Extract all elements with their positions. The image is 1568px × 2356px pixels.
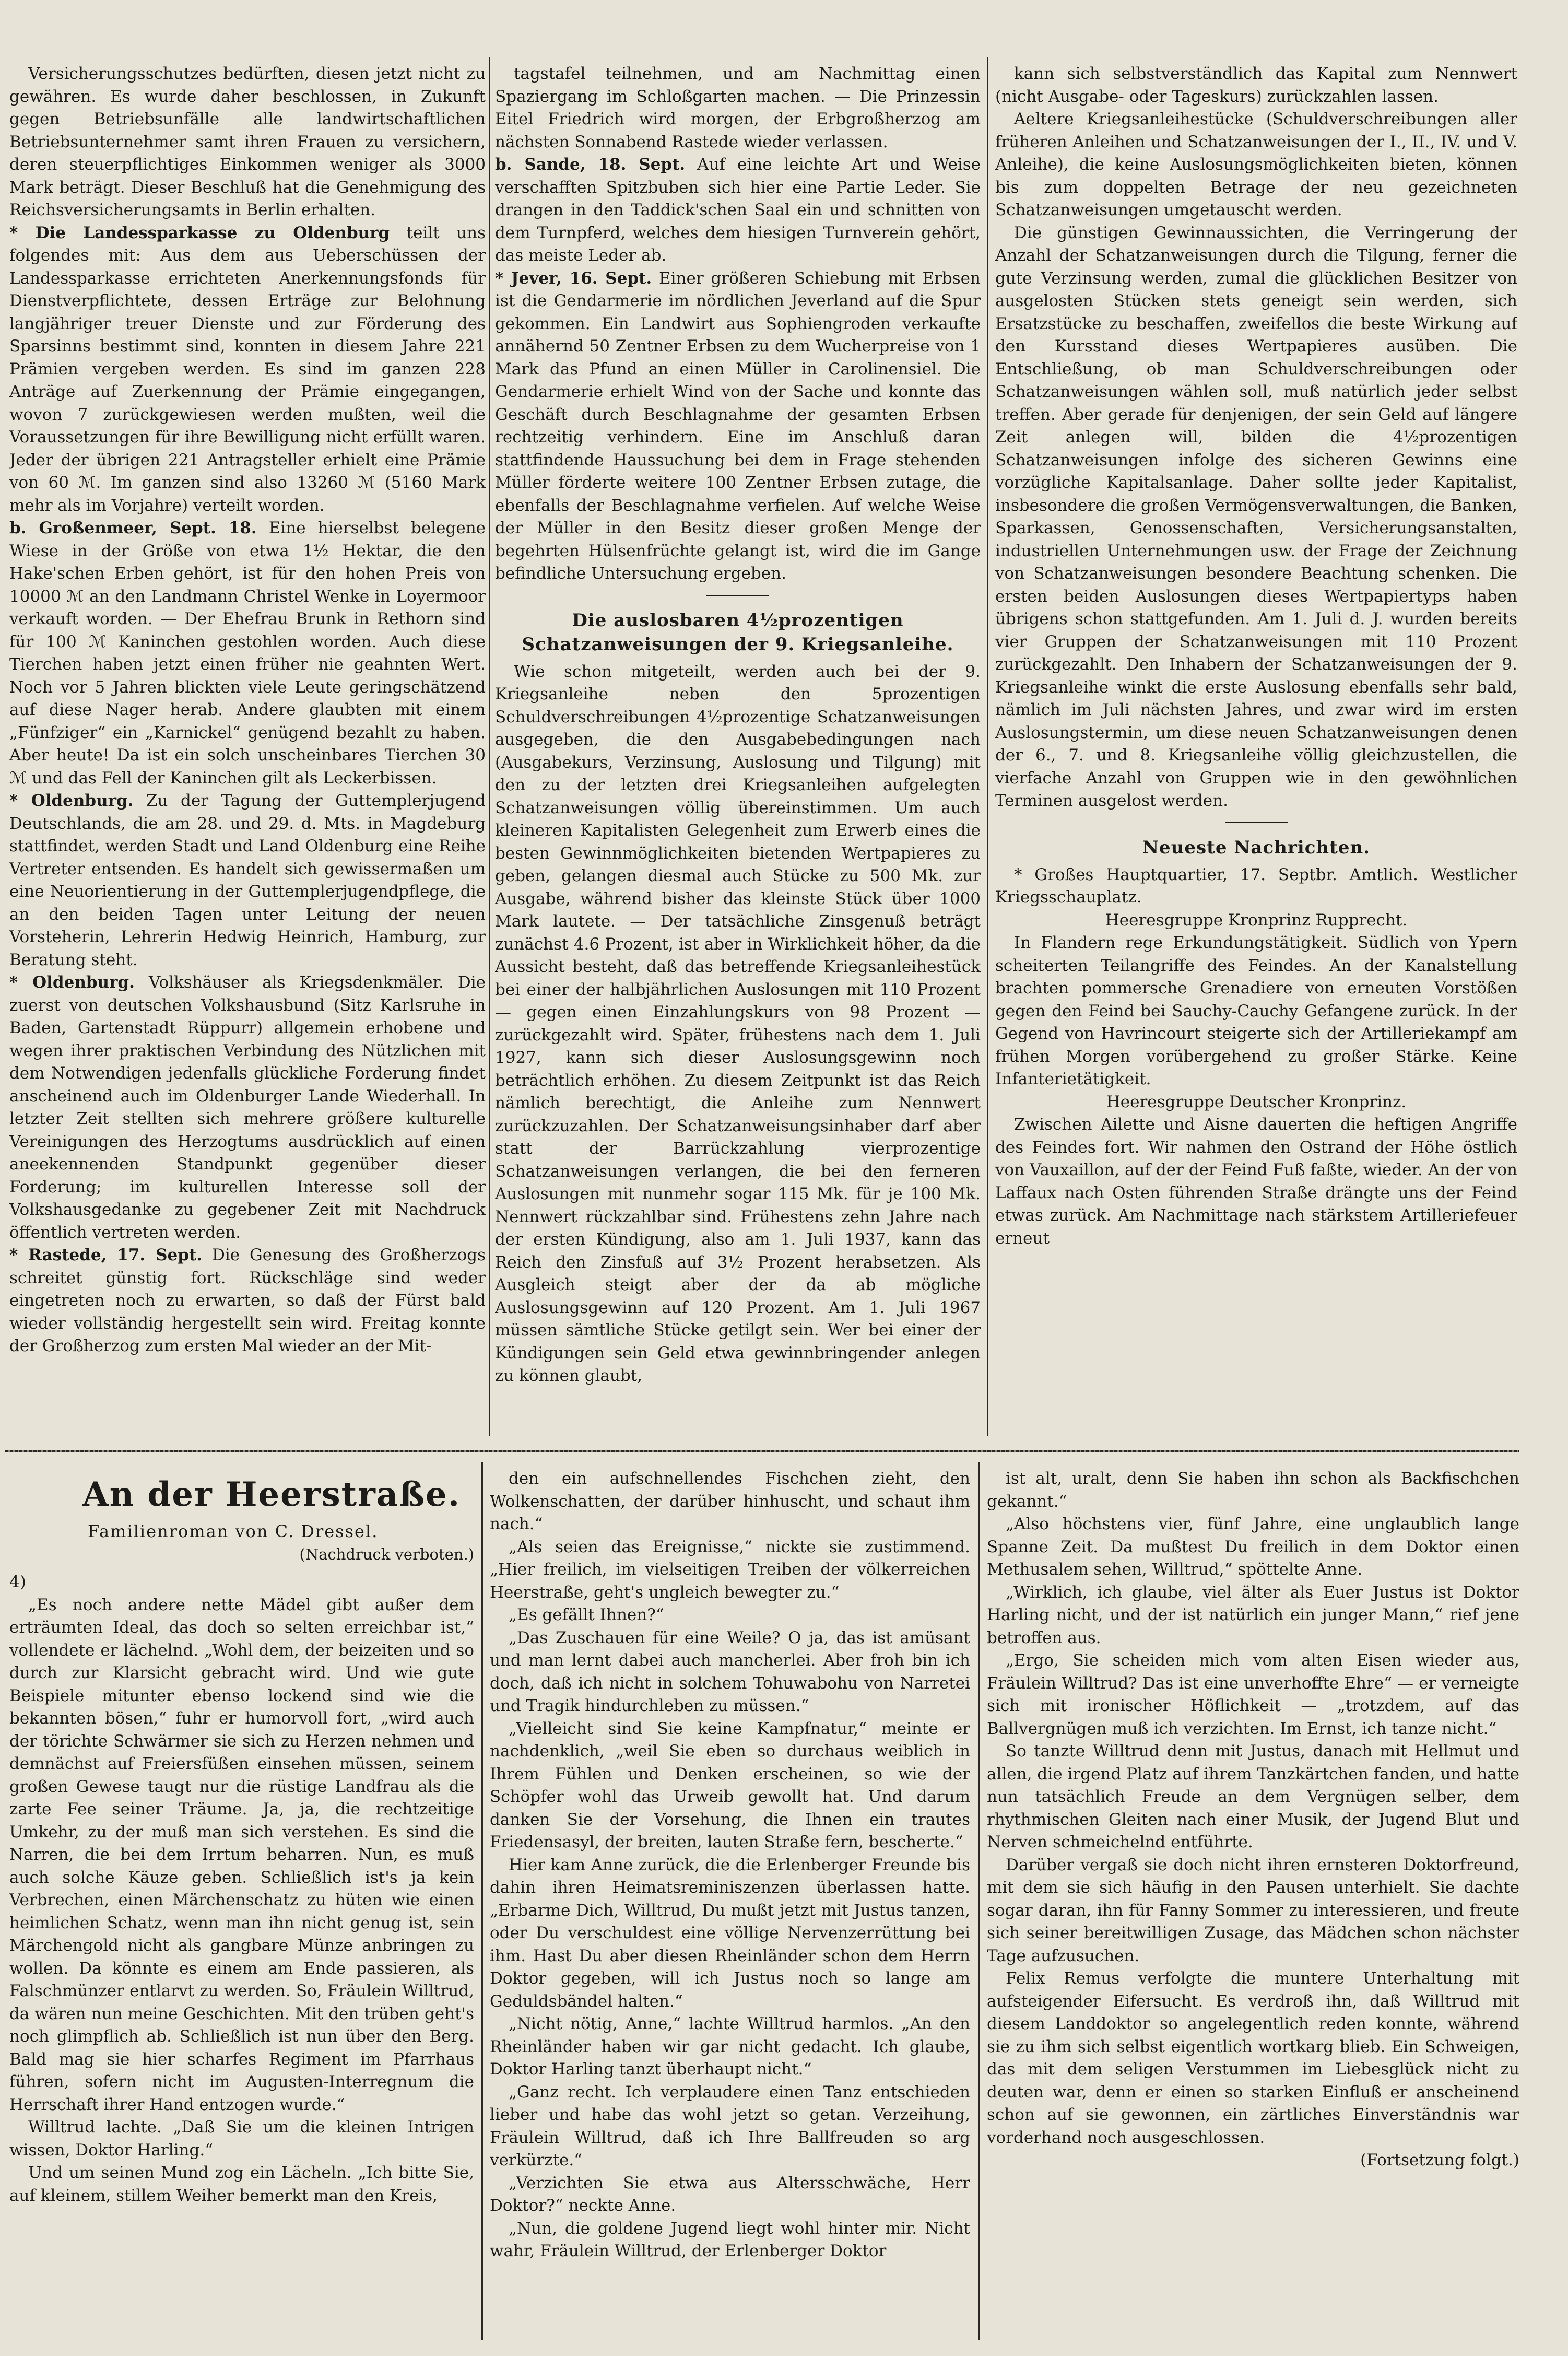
story-byline: Familienroman von C. Dressel. <box>88 1521 379 1541</box>
dateline: * Oldenburg. <box>9 791 134 810</box>
column-divider <box>481 1462 483 2340</box>
paragraph: „Nun, die goldene Jugend liegt wohl hinter mir. Nicht wahr, Fräulein Willtrud, der Erlenberger Doktor <box>490 2219 970 2260</box>
paragraph-text: Versicherungsschutzes bedürften, diesen jetzt nicht zu gewähren. Es wurde daher beschlossen, in Zukunft gegen Betriebsunfälle alle landwirtschaftlichen Betriebsunternehmer samt ihren Frauen zu versichern, deren steuerpflichtiges Einkommen weniger als 3000 Mark beträgt. Dieser Beschluß hat die Genehmigung des Reichsversicherungsamts in Berlin erhalten. <box>9 64 486 219</box>
paragraph <box>9 1244 486 1358</box>
news-column-3 <box>995 63 1517 1436</box>
paragraph <box>995 108 1517 222</box>
paragraph: „Nicht nötig, Anne,“ lachte Willtrud harmlos. „An den Rheinländer haben wir gar nicht gedacht. Ich glaube, Doktor Harling tanzt überhaupt nicht.“ <box>490 2014 970 2079</box>
feuilleton-column-1 <box>9 1469 474 2336</box>
paragraph <box>995 222 1517 813</box>
paragraph: Felix Remus verfolgte die muntere Unterhaltung mit aufsteigender Eifersucht. Es verdroß ihn, daß Willtrud mit diesem Landdoktor so angelegentlich reden konnte, während sie zu ihm sich selbst eigentlich wortkarg blieb. Ein Schweigen, das mit dem seligen Verstummen im Liebesglück nicht zu deuten war, denn er einen so starken Einfluß er anscheinend schon auf sie gewonnen, ein zärtliches Einverständnis war vorderhand noch ausgeschlossen. <box>987 1969 1519 2147</box>
column-divider <box>987 57 988 1436</box>
feuilleton-text <box>9 1594 474 2208</box>
paragraph: „Es gefällt Ihnen?“ <box>509 1605 664 1624</box>
paragraph: Darüber vergaß sie doch nicht ihren ernsteren Doktorfreund, mit dem sie sich häufig in den Pausen unterhielt. Sie dachte sogar daran, ihn für Fanny Sommer zu interessieren, und freute sich seiner bereitwilligen Zusage, das Mädchen schon nächster Tage aufzusuchen. <box>987 1855 1519 1965</box>
paragraph-text: Eine hierselbst belegene Wiese in der Größe von etwa 1½ Hektar, die den Hake'schen Erben gehört, ist für den hohen Preis von 10000 ℳ an den Landmann Christel Wenke in Loyermoor verkauft worden. — Der Ehefrau Brunk in Rethorn sind für 100 ℳ Kaninchen gestohlen worden. Auch diese Tierchen haben jetzt einen früher nie geahnten Wert. Noch vor 5 Jahren blickten viele Leute geringschätzend auf diese Nager herab. Andere glaubten mit einem „Fünfziger“ ein „Karnickel“ genügend bezahlt zu haben. Aber heute! Da ist ein solch unscheinbares Tierchen 30 ℳ und das Fell der Kaninchen gilt als Leckerbissen. <box>9 519 486 788</box>
paragraph-text: In Flandern rege Erkundungstätigkeit. Südlich von Ypern scheiterten Teilangriffe des Feindes. An der Kanalstellung brachten pommersche Grenadiere von erneuten Vorstößen gegen den Feind bei Sauchy-Cauchy Gefangene zurück. In der Gegend von Havrincourt steigerte sich der Artilleriekampf am frühen Morgen vorübergehend zu großer Stärke. Keine Infanterietätigkeit. <box>995 933 1517 1088</box>
paragraph: „Es noch andere nette Mädel gibt außer dem erträumten Ideal, das doch so selten erreichbar ist,“ vollendete er lächelnd. „Wohl dem, der beizeiten und so durch zur Klarsicht gebracht wird. Und wie gute Beispiele mitunter ebenso lockend sind wie die bekannten bösen,“ fuhr er humorvoll fort, „wird auch der törichte Schwärmer sie sich zu Herzen nehmen und demnächst auf Freiersfüßen einsehen müssen, seinem großen Gewese taugt nur die rüstige Landfrau als die zarte Fee seiner Träume. Ja, ja, die rechtzeitige Umkehr, zu der muß man sich verstehen. Es sind die Narren, die bei dem Irrtum beharren. Nun, es muß auch solche Käuze geben. Schließlich ist's ja kein Verbrechen, einen Märchenschatz zu hüten wie einen heimlichen Schatz, wenn man ihn nicht genug ist, sein Märchengold nicht als gangbare Münze anbringen zu wollen. Da könnte es einem am Ende passieren, als Falschmünzer entlarvt zu werden. So, Fräulein Willtrud, da wären nun meine Geschichten. Mit den trüben geht's noch glimpflich ab. Schließlich ist nun über den Berg. Bald mag sie hier scharfes Regiment im Pfarrhaus führen, sofern nicht im Augusten-Interregnum die Herrschaft ihrer Hand entzogen wurde.“ <box>9 1595 474 2114</box>
paragraph: So tanzte Willtrud denn mit Justus, danach mit Hellmut und allen, die irgend Platz auf ihrem Tanzkärtchen fanden, und hatte nun tatsächlich Freude an dem Vergnügen selber, dem rhythmischen Gleiten nach einer Musik, der Jugend Blut und Nerven schmeichelnd entführte. <box>987 1742 1519 1851</box>
paragraph <box>9 63 486 222</box>
paragraph <box>9 222 486 518</box>
paragraph: „Das Zuschauen für eine Weile? O ja, das ist amüsant und man lernt dabei auch mancherlei. Aber froh bin ich doch, daß ich nicht in solchem Tohuwabohu von Narretei und Tragik hindurchleben zu müssen.“ <box>490 1628 970 1715</box>
paragraph: „Ergo, Sie scheiden mich vom alten Eisen wieder aus, Fräulein Willtrud? Das ist eine unverhoffte Ehre“ — er verneigte sich mit ironischer Höflichkeit — „trotzdem, auf das Ballvergnügen muß ich verzichten. Im Ernst, ich tanze nicht.“ <box>987 1651 1519 1738</box>
paragraph-text: Einer größeren Schiebung mit Erbsen ist die Gendarmerie im nördlichen Jeverland auf die Spur gekommen. Ein Landwirt aus Sophiengroden verkaufte annähernd 50 Zentner Erbsen zu dem Wucherpreise von 1 Mark das Pfund an einen Müller in Carolinensiel. Die Gendarmerie erhielt Wind von der Sache und konnte das Geschäft durch Beschlagnahme der gesamten Erbsen rechtzeitig verhindern. Eine im Anschluß daran stattfindende Haussuchung bei dem in Frage stehenden Müller förderte weitere 100 Zentner Erbsen zutage, die ebenfalls der Beschlagnahme verfielen. Auf welche Weise der Müller in den Besitz dieser großen Menge der begehrten Hülsenfrüchte gelangt ist, wird die im Gange befindliche Untersuchung ergeben. <box>495 268 981 583</box>
column-divider <box>489 57 490 1436</box>
article-heading: Neueste Nachrichten. <box>1142 837 1371 858</box>
paragraph <box>495 154 981 267</box>
news-column-1 <box>9 63 486 1436</box>
paragraph-text: Wie schon mitgeteilt, werden auch bei der 9. Kriegsanleihe neben den 5prozentigen Schuldverschreibungen 4½prozentige Schatzanweisungen ausgegeben, die den Ausgabebedingungen nach (Ausgabekurs, Verzinsung, Auslosung und Tilgung) mit den zu der letzten drei Kriegsanleihen aufgelegten Schatzanweisungen völlig übereinstimmen. Um auch kleineren Kapitalisten Gelegenheit zum Erwerb eines die besten Gewinnmöglichkeiten bietenden Wertpapieres zu geben, gelangen diesmal auch Stücke zu 500 Mk. zur Ausgabe, während bisher das kleinste Stück über 1000 Mark lautete. — Der tatsächliche Zinsgenuß beträgt zunächst 4.6 Prozent, ist aber in Wirklichkeit höher, da die Aussicht besteht, daß das betreffende Kriegsanleihestück bei einer der halbjährlichen Auslosungen mit 110 Prozent — gegen einen Einzahlungskurs von 98 Prozent — zurückgezahlt wird. Später, frühestens nach dem 1. Juli 1927, kann sich dieser Auslosungsgewinn noch beträchtlich erhöhen. Zu diesem Zeitpunkt ist das Reich nämlich berechtigt, die Anleihe zum Nennwert zurückzuzahlen. Der Schatzanweisungsinhaber darf aber statt der Barrückzahlung vierprozentige Schatzanweisungen verlangen, die bei den ferneren Auslosungen mit nunmehr sogar 115 Mk. für je 100 Mk. Nennwert rückzahlbar sind. Frühestens zehn Jahre nach der ersten Kündigung, also am 1. Juli 1937, kann das Reich den Zinsfuß auf 3½ Prozent herabsetzen. Als Ausgleich steigt aber der da ab mögliche Auslosungsgewinn auf 120 Prozent. Am 1. Juli 1967 müssen sämtliche Stücke getilgt sein. Wer bei einer der Kündigungen sein Geld etwa gewinnbringender anlegen zu können glaubt, <box>495 662 981 1385</box>
paragraph-text: Volkshäuser als Kriegsdenkmäler. Die zuerst von deutschen Volkshausbund (Sitz Karlsruhe in Baden, Gartenstadt Rüppurr) allgemein erhobene und wegen ihrer praktischen Verbindung des Nützlichen mit dem Notwendigen jedenfalls glückliche Forderung findet anscheinend auch im Oldenburger Lande Wiederhall. In letzter Zeit stellten sich mehrere größere kulturelle Vereinigungen des Herzogtums ausdrücklich auf einen aneekennenden Standpunkt gegenüber dieser Forderung; im kulturellen Interesse soll der Volkshausgedanke zu gegebener Zeit mit Nachdruck öffentlich vertreten werden. <box>9 973 486 1242</box>
paragraph: Und um seinen Mund zog ein Lächeln. „Ich bitte Sie, auf kleinem, stillem Weiher bemerkt man den Kreis, <box>9 2163 474 2205</box>
paragraph-text: * Großes Hauptquartier, 17. Septbr. Amtlich. Westlicher Kriegsschauplatz. <box>995 865 1517 907</box>
paragraph <box>995 1113 1517 1250</box>
paragraph: „Verzichten Sie etwa aus Altersschwäche, Herr Doktor?“ neckte Anne. <box>490 2173 970 2215</box>
paragraph: „Vielleicht sind Sie keine Kampfnatur,“ meinte er nachdenklich, „weil Sie eben so durchaus weiblich in Ihrem Fühlen und Denken erscheinen, so wie der Schöpfer wohl das Urweib gewollt hat. Und darum danken Sie der Vorsehung, die Ihnen ein trautes Friedensasyl, der breiten, lauten Straße fern, bescherte.“ <box>490 1719 970 1851</box>
separator <box>1225 822 1288 823</box>
paragraph <box>995 63 1517 108</box>
paragraph-text: tagstafel teilnehmen, und am Nachmittag einen Spaziergang im Schloßgarten machen. — Die Prinzessin Eitel Friedrich wird morgen, der Erbgroßherzog am nächsten Sonnabend Rastede wieder verlassen. <box>495 64 981 151</box>
story-title: An der Heerstraße. <box>82 1475 461 1514</box>
paragraph: ist alt, uralt, denn Sie haben ihn schon als Backfischchen gekannt.“ <box>987 1469 1519 1511</box>
continuation-note: (Fortsetzung folgt.) <box>1360 2151 1519 2170</box>
paragraph <box>995 932 1517 1091</box>
paragraph <box>495 267 981 585</box>
separator <box>706 595 769 596</box>
paragraph: Heeresgruppe Kronprinz Rupprecht. <box>1105 910 1408 930</box>
feuilleton-column-3 <box>987 1468 1519 2335</box>
paragraph <box>9 517 486 790</box>
paragraph <box>495 63 981 154</box>
paragraph <box>995 864 1517 909</box>
dateline: b. Großenmeer, Sept. 18. <box>9 519 257 537</box>
paragraph-text: Aeltere Kriegsanleihestücke (Schuldverschreibungen aller früheren Anleihen und Schatzanweisungen der I., II., IV. und V. Anleihe), die keine Auslosungsmöglichkeiten bieten, können bis zum doppelten Betrage der neu gezeichneten Schatzanweisungen umgetauscht werden. <box>995 110 1517 219</box>
installment-number: 4) <box>9 1573 26 1591</box>
column-divider <box>978 1462 980 2340</box>
feuilleton-separator <box>5 1450 1519 1452</box>
paragraph-text: Zwischen Ailette und Aisne dauerten die heftigen Angriffe des Feindes fort. Wir nahmen den Ostrand der Höhe östlich von Vauxaillon, auf der der Feind Fuß faßte, wieder. An der von Laffaux nach Osten führenden Straße drängte uns der Feind etwas zurück. Am Nachmittage nach stärkstem Artilleriefeuer erneut <box>995 1115 1517 1248</box>
paragraph: „Also höchstens vier, fünf Jahre, eine unglaublich lange Spanne Zeit. Da mußtest Du freilich in dem Doktor einen Methusalem sehen, Willtrud,“ spöttelte Anne. <box>987 1515 1519 1579</box>
paragraph-text: Auf eine leichte Art und Weise verschafften Spitzbuben sich hier eine Partie Leder. Sie drangen in den Taddick'schen Saal ein und schnitten von dem Turnpferd, welches dem hiesigen Turnverein gehört, das meiste Leder ab. <box>495 155 981 265</box>
paragraph <box>495 661 981 1388</box>
dateline: b. Sande, 18. Sept. <box>495 155 686 174</box>
paragraph-text: kann sich selbstverständlich das Kapital zum Nennwert (nicht Ausgabe- oder Tageskurs) zurückzahlen lassen. <box>995 64 1517 106</box>
paragraph: den ein aufschnellendes Fischchen zieht, den Wolkenschatten, der darüber hinhuscht, und schaut ihm nach.“ <box>490 1469 970 1533</box>
feuilleton-text <box>987 1468 1519 2149</box>
dateline: * Oldenburg. <box>9 973 135 992</box>
dateline: * Jever, 16. Sept. <box>495 268 652 288</box>
paragraph-text: Die günstigen Gewinnaussichten, die Verringerung der Anzahl der Schatzanweisungen durch die Tilgung, ferner die gute Verzinsung werden, zumal die glücklichen Besitzer von ausgelosten Stücken stets geneigt sein werden, sich Ersatzstücke zu beschaffen, zweifellos die beste Wirkung auf den Kursstand dieses Wertpapieres ausüben. Die Entschließung, ob man Schuldverschreibungen oder Schatzanweisungen wählen soll, muß natürlich jeder selbst treffen. Aber gerade für denjenigen, der sein Geld auf längere Zeit anlegen will, bilden die 4½prozentigen Schatzanweisungen infolge des sicheren Gewinns eine vorzügliche Kapitalsanlage. Daher sollte jeder Kapitalist, insbesondere die großen Vermögensverwaltungen, die Banken, Sparkassen, Genossenschaften, Versicherungsanstalten, industriellen Unternehmungen usw. der Frage der Zeichnung von Schatzanweisungen besondere Beachtung schenken. Die ersten beiden Auslosungen dieses Wertpapiertyps haben übrigens schon stattgefunden. Am 1. Juli d. J. wurden bereits vier Gruppen der Schatzanweisungen mit 110 Prozent zurückgezahlt. Den Inhabern der Schatzanweisungen der 9. Kriegsanleihe winkt die erste Auslosung ebenfalls sehr bald, nämlich im Juli nächsten Jahres, und zwar wird im ersten Auslosungstermin, um diese neuen Schatzanweisungen denen der 6., 7. und 8. Kriegsanleihe völlig gleichzustellen, die vierfache Anzahl von Gruppen wie in den gewöhnlichen Terminen ausgelost werden. <box>995 223 1517 810</box>
paragraph-text: Zu der Tagung der Guttemplerjugend Deutschlands, die am 28. und 29. d. Mts. in Magdeburg stattfindet, werden Stadt und Land Oldenburg eine Reihe Vertreter entsenden. Es handelt sich gewissermaßen um eine Neuorientierung in der Guttemplerjugendpflege, die an den beiden Tagen unter Leitung der neuen Vorsteherin, Lehrerin Hedwig Heinrich, Hamburg, zur Beratung steht. <box>9 791 486 969</box>
paragraph: „Wirklich, ich glaube, viel älter als Euer Justus ist Doktor Harling nicht, und der ist natürlich ein junger Mann,“ rief jene betroffen aus. <box>987 1583 1519 1647</box>
paragraph: Hier kam Anne zurück, die die Erlenberger Freunde bis dahin ihren Heimatsreminiszenzen überlassen hatte. „Erbarme Dich, Willtrud, Du mußt jetzt mit Justus tanzen, oder Du verschuldest eine völlige Nervenzerrüttung bei ihm. Hast Du aber diesen Rheinländer schon dem Herrn Doktor gegeben, will ich Justus noch so lange am Geduldsbändel halten.“ <box>490 1855 970 2011</box>
paragraph: „Ganz recht. Ich verplaudere einen Tanz entschieden lieber und habe das wohl jetzt so getan. Verzeihung, Fräulein Willtrud, daß ich Ihre Ballfreuden so arg verkürzte.“ <box>490 2082 970 2170</box>
paragraph-text: teilt uns folgendes mit: Aus dem aus Ueberschüssen der Landessparkasse errichteten Anerkennungsfonds für Dienstverpflichtete, dessen Erträge zur Belohnung langjähriger treuer Dienste und zur Förderung des Sparsinns bestimmt sind, konnten in diesem Jahre 221 Prämien vergeben werden. Es sind im ganzen 228 Anträge auf Zuerkennung der Prämie eingegangen, wovon 7 zurückgewiesen werden mußten, weil die Voraussetzungen für ihre Bewilligung nicht erfüllt waren. Jeder der übrigen 221 Antragsteller erhielt eine Prämie von 60 ℳ. Im ganzen sind also 13260 ℳ (5160 Mark mehr als im Vorjahre) verteilt worden. <box>9 223 486 515</box>
paragraph <box>9 790 486 971</box>
dateline: * Die Landessparkasse zu Oldenburg <box>9 223 390 242</box>
paragraph: Heeresgruppe Deutscher Kronprinz. <box>1106 1092 1407 1111</box>
feuilleton-column-2 <box>490 1468 970 2335</box>
paragraph <box>9 971 486 1244</box>
paragraph: „Als seien das Ereignisse,“ nickte sie zustimmend. „Hier freilich, im vielseitigen Treiben der völkerreichen Heerstraße, geht's ungleich bewegter zu.“ <box>490 1537 970 1602</box>
news-column-2 <box>495 63 981 1436</box>
dateline: * Rastede, 17. Sept. <box>9 1246 202 1264</box>
paragraph: Willtrud lachte. „Daß Sie um die kleinen Intrigen wissen, Doktor Harling.“ <box>9 2118 474 2160</box>
reprint-note: (Nachdruck verboten.) <box>299 1545 474 1563</box>
paragraph-text: Die Genesung des Großherzogs schreitet günstig fort. Rückschläge sind weder eingetreten noch zu erwarten, so daß der Fürst bald wieder vollständig hergestellt sein wird. Freitag konnte der Großherzog zum ersten Mal wieder an der Mit- <box>9 1246 486 1355</box>
article-heading: Die auslosbaren 4½prozentigen Schatzanweisungen der 9. Kriegsanleihe. <box>522 609 954 655</box>
